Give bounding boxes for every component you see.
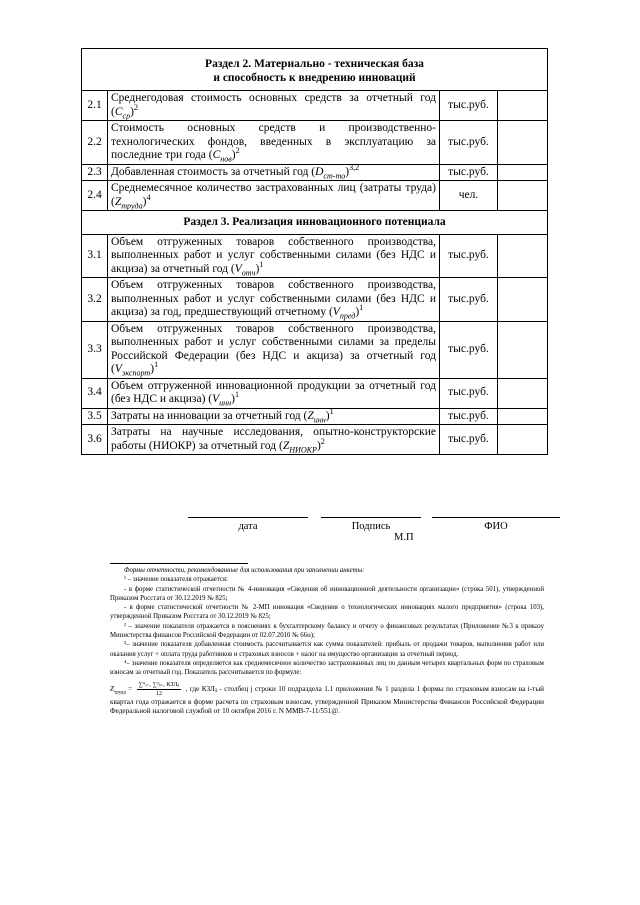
- row-description: [108, 408, 440, 425]
- row-symbol: V: [332, 306, 340, 318]
- row-text: Среднемесячное количество застрахованных лиц (затраты труда) (: [111, 182, 436, 208]
- row-unit: тыс.руб.: [439, 234, 497, 278]
- date-label: дата: [238, 521, 258, 532]
- row-description: [108, 378, 440, 408]
- row-close: ): [345, 165, 350, 178]
- row-symbol: V: [114, 363, 122, 375]
- row-symbol: D: [315, 165, 324, 178]
- row-text: Объем отгруженных товаров собственного производства, выполненных работ и услуг собственными силами за пределы Российской Федерации (без НДС и акциза) за отчетный год (: [111, 322, 436, 375]
- row-description: [108, 425, 440, 455]
- row-symbol-sub: пред: [339, 311, 356, 321]
- row-unit: тыс.руб.: [439, 91, 497, 121]
- row-number: 3.2: [82, 278, 108, 322]
- row-unit: тыс.руб.: [439, 378, 497, 408]
- date-signature-field: [188, 517, 308, 532]
- row-value-cell[interactable]: [497, 425, 547, 455]
- row-number: 2.3: [82, 164, 108, 181]
- sign-label: Подпись: [351, 521, 391, 532]
- row-footnote-ref: 1: [359, 303, 364, 313]
- footnote-1-head: ¹ – значение показателя отражается:: [124, 576, 228, 584]
- row-number: 3.5: [82, 408, 108, 425]
- row-value-cell[interactable]: [497, 408, 547, 425]
- row-symbol-sub: ст-то: [323, 170, 346, 180]
- row-unit: тыс.руб.: [439, 278, 497, 322]
- row-description: [108, 164, 440, 181]
- row-description: [108, 234, 440, 278]
- row-symbol-sub: труда: [121, 200, 143, 210]
- form-table-body: [82, 49, 548, 455]
- row-number: 2.4: [82, 181, 108, 211]
- row-text: Объем отгруженных товаров собственного производства, выполненных работ и услуг собственными силами (без НДС и акциза) за отчетный год (: [111, 235, 436, 275]
- row-text: Затраты на научные исследования, опытно-конструкторские работы (НИОКР) за отчетный год (: [111, 426, 436, 452]
- row-symbol-sub: нов: [220, 154, 232, 164]
- row-description: [108, 91, 440, 121]
- row-footnote-ref: 3,2: [349, 162, 360, 172]
- name-signature-field: [432, 517, 560, 532]
- footnote-3: ³– значение показателя добавленная стоимость рассчитывается как сумма показателей: прибыль от продажи товаров, выполнения работ или оказания услуг + оплата труда работников и страховых взносов + налог на имущество организации за отчетный период.: [110, 641, 544, 658]
- row-text: Стоимость основных средств и производственно-технологических фондов, введенных в эксплуатацию за последние три года (: [111, 122, 436, 161]
- table-row: [82, 378, 548, 408]
- row-unit: тыс.руб.: [439, 121, 497, 165]
- row-unit: тыс.руб.: [439, 408, 497, 425]
- footnote-intro: Формы отчетности, рекомендованные для использования при заполнении анкеты:: [124, 567, 365, 574]
- row-footnote-ref: 1: [329, 406, 334, 416]
- row-symbol-sub: отч: [241, 267, 256, 277]
- footnotes: [110, 566, 544, 716]
- row-close: ): [325, 409, 330, 422]
- row-unit: тыс.руб.: [439, 164, 497, 181]
- row-symbol: Z: [114, 195, 122, 208]
- row-value-cell[interactable]: [497, 234, 547, 278]
- row-value-cell[interactable]: [497, 164, 547, 181]
- formula-line: $Z_{труда}$ = $\frac{\text{∑⁴ᵢ₌₁ ∑³ⱼ₌₁ КЗЛᵢⱼ}}{12}$ , где КЗЛᵢⱼ - столбец j строки 10 подраздела 1.1 приложения № 1 раздела 1 формы по страховым взносам на i-тый квартал года отражается в форме расчета по страховым взносам, утвержденной Приказом Министерства Финансов Российской Федерации Федеральной налоговой службой от 10 октября 2016 г. N ММВ-7-11/551@.: [110, 681, 544, 715]
- row-symbol: V: [234, 262, 242, 275]
- innovation-form-table: [81, 48, 548, 455]
- table-row: [82, 278, 548, 322]
- row-value-cell[interactable]: [497, 121, 547, 165]
- formula-numerator: ∑⁴ᵢ₌₁ ∑³ⱼ₌₁ КЗЛᵢⱼ: [138, 681, 180, 688]
- row-symbol: C: [114, 105, 123, 118]
- row-value-cell[interactable]: [497, 378, 547, 408]
- row-footnote-ref: 2: [133, 102, 138, 112]
- sign-signature-field: [321, 517, 421, 532]
- table-row: [82, 408, 548, 425]
- table-row: [82, 234, 548, 278]
- row-symbol: V: [212, 393, 220, 405]
- section-3-header: [82, 211, 548, 235]
- row-close: ): [142, 195, 147, 208]
- row-footnote-ref: 2: [235, 146, 240, 156]
- row-close: ): [150, 363, 155, 375]
- footnote-2: ² – значение показателя отражается в пояснениях к бухгалтерскому балансу и отчету о финансовых результатах (Приложение №3 к приказу Министерства финансов Российской Федерации от 02.07.2010 № 66н);: [110, 622, 544, 640]
- row-value-cell[interactable]: [497, 278, 547, 322]
- footnote-separator: [110, 563, 248, 564]
- row-text: Затраты на инновации за отчетный год (: [111, 409, 308, 422]
- section-2-header-cell: [82, 49, 548, 91]
- section-2-header-title-line-2: и способность к внедрению инноваций: [213, 72, 416, 84]
- row-description: [108, 181, 440, 211]
- row-footnote-ref: 1: [154, 360, 159, 370]
- formula-fraction: [137, 681, 182, 698]
- row-footnote-ref: 1: [259, 259, 264, 269]
- row-text: Объем отгруженных товаров собственного производства, выполненных работ и услуг собственными силами (без НДС и акциза) за год, предшествующий отчетному (: [111, 279, 436, 318]
- section-3-header-title-line-1: Раздел 3. Реализация инновационного потенциала: [183, 216, 446, 228]
- row-close: ): [231, 393, 235, 405]
- table-row: [82, 121, 548, 165]
- row-symbol-sub: экспорт: [121, 368, 151, 378]
- formula-denominator: 12: [155, 690, 162, 697]
- section-2-header: [82, 49, 548, 91]
- row-close: ): [255, 262, 260, 275]
- row-symbol-sub: НИОКР: [289, 444, 317, 454]
- row-footnote-ref: 2: [320, 436, 325, 446]
- table-row: [82, 181, 548, 211]
- section-2-header-title-line-1: Раздел 2. Материально - техническая база: [205, 58, 424, 70]
- section-3-header-cell: [82, 211, 548, 235]
- row-close: ): [316, 439, 321, 452]
- row-number: 2.2: [82, 121, 108, 165]
- name-label: ФИО: [484, 521, 508, 532]
- row-number: 3.1: [82, 234, 108, 278]
- row-value-cell[interactable]: [497, 321, 547, 378]
- table-row: [82, 164, 548, 181]
- row-close: ): [130, 105, 134, 118]
- stamp-label: М.П: [394, 532, 414, 543]
- row-close: ): [231, 149, 236, 161]
- row-symbol-sub: инн: [313, 414, 326, 424]
- row-close: ): [355, 306, 360, 318]
- row-unit: тыс.руб.: [439, 321, 497, 378]
- row-symbol: C: [212, 149, 221, 161]
- row-unit: чел.: [439, 181, 497, 211]
- row-unit: тыс.руб.: [439, 425, 497, 455]
- row-number: 2.1: [82, 91, 108, 121]
- row-footnote-ref: 1: [235, 390, 240, 400]
- row-number: 3.3: [82, 321, 108, 378]
- row-number: 3.6: [82, 425, 108, 455]
- footnote-1-b: - в форме статистической отчетности № 2-МП инновация «Сведения о технологических инновациях малого предприятия» (строка 103), утвержденной Приказом Росстата от 30.12.2019 № 825;: [110, 604, 544, 621]
- row-text: Объем отгруженной инновационной продукции за отчетный год (без НДС и акциза) (: [111, 379, 436, 405]
- table-row: [82, 425, 548, 455]
- row-description: [108, 278, 440, 322]
- table-row: [82, 321, 548, 378]
- row-description: [108, 321, 440, 378]
- row-text: Среднегодовая стоимость основных средств за отчетный год (: [111, 92, 436, 118]
- row-symbol: Z: [307, 409, 314, 422]
- formula-lhs-sub: труда: [114, 690, 126, 696]
- formula-text: , где КЗЛᵢⱼ - столбец j строки 10 подраздела 1.1 приложения № 1 раздела 1 формы по страховым взносам на i-тый квартал года отражается в форме расчета по страховым взносам, утвержденной Приказом Министерства Финансов Российской Федерации Федеральной налоговой службой от 10 октября 2016 г. N ММВ-7-11/551@.: [110, 684, 544, 715]
- row-value-cell[interactable]: [497, 91, 547, 121]
- row-footnote-ref: 4: [146, 192, 151, 202]
- row-symbol-sub: инн: [219, 398, 232, 408]
- footnote-4: ⁴– значение показателя определяется как среднемесячное количество застрахованных лиц по данным четырех квартальных форм по страховым взносам за отчетный год. Показатель рассчитывается по формуле:: [110, 659, 544, 677]
- table-row: [82, 91, 548, 121]
- row-symbol: Z: [282, 439, 290, 452]
- row-text: Добавленная стоимость за отчетный год (: [111, 165, 316, 178]
- row-value-cell[interactable]: [497, 181, 547, 211]
- formula-lhs: Z: [110, 684, 114, 693]
- row-symbol-sub: ср: [122, 110, 131, 120]
- row-number: 3.4: [82, 378, 108, 408]
- footnote-1-a: - в форме статистической отчетности № 4-инновация «Сведения об инновационной деятельности организации» (строка 501), утвержденной Приказом Росстата от 30.12.2019 № 825;: [110, 585, 544, 602]
- row-description: [108, 121, 440, 165]
